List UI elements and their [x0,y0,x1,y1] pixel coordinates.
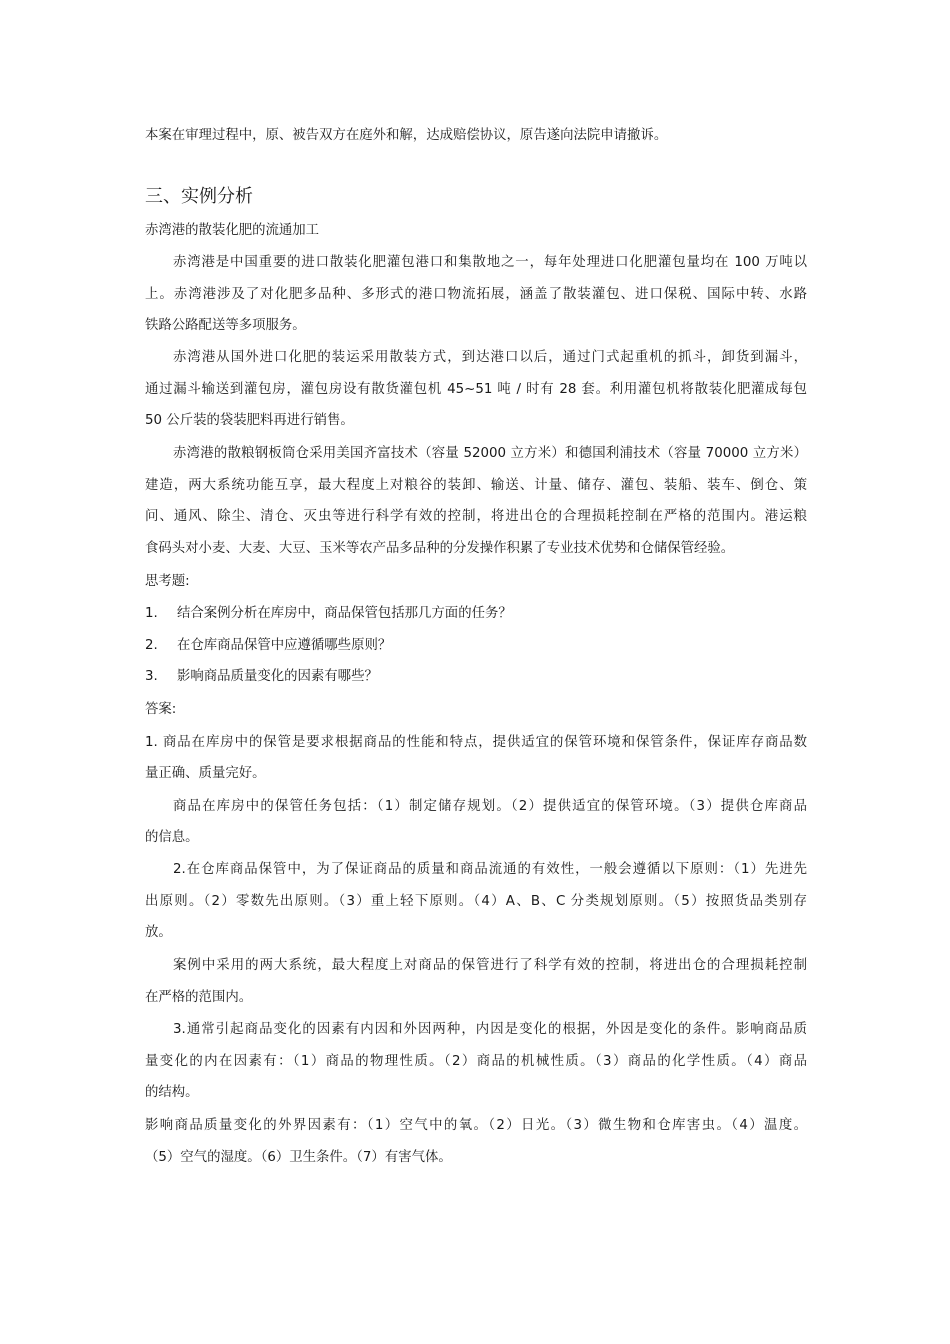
question-text: 在仓库商品保管中应遵循哪些原则？ [177,638,392,653]
questions-label: 思考题: [145,574,190,589]
answer-2b-line-2: 在严格的范围内。 [145,990,253,1005]
question-number: 1. [145,606,158,621]
section-heading: 三、实例分析 [145,186,253,207]
answer-3-line-3: 的结构。 [145,1085,199,1100]
paragraph-2-line-1: 赤湾港从国外进口化肥的装运采用散装方式，到达港口以后，通过门式起重机的抓斗，卸货到漏斗， [173,350,807,365]
question-text: 影响商品质量变化的因素有哪些？ [177,669,378,684]
answers-label: 答案: [145,702,177,717]
answer-2-line-2: 出原则。（2）零数先出原则。（3）重上轻下原则。（4）A、B、C 分类规划原则。（5）按照货品类别存 [145,894,807,909]
question-1 [145,604,512,624]
intro-paragraph: 本案在审理过程中，原、被告双方在庭外和解，达成赔偿协议，原告遂向法院申请撤诉。 [145,128,668,143]
answer-3b-line-2: （5）空气的湿度。（6）卫生条件。（7）有害气体。 [145,1150,452,1165]
paragraph-3-line-3: 问、通风、除尘、清仓、灭虫等进行科学有效的控制，将进出仓的合理损耗控制在严格的范围内。港运粮 [145,509,807,524]
answer-3b-line-1: 影响商品质量变化的外界因素有：（1）空气中的氧。（2）日光。（3）微生物和仓库害虫。（4）温度。 [145,1118,807,1133]
answer-2-line-3: 放。 [145,925,172,940]
paragraph-2-line-2: 通过漏斗输送到灌包房，灌包房设有散货灌包机 45~51 吨 / 时有 28 套。利用灌包机将散装化肥灌成每包 [145,382,807,397]
answer-1-line-2: 量正确、质量完好。 [145,766,266,781]
paragraph-1-line-3: 铁路公路配送等多项服务。 [145,318,306,333]
answer-3-line-2: 量变化的内在因素有：（1）商品的物理性质。（2）商品的机械性质。（3）商品的化学性质。（4）商品 [145,1054,807,1069]
question-3 [145,667,378,687]
case-title: 赤湾港的散装化肥的流通加工 [145,223,320,238]
answer-1b-line-1: 商品在库房中的保管任务包括：（1）制定储存规划。（2）提供适宜的保管环境。（3）提供仓库商品 [173,799,807,814]
question-number: 3. [145,669,158,684]
paragraph-2-line-3: 50 公斤装的袋装肥料再进行销售。 [145,413,354,428]
answer-1b-line-2: 的信息。 [145,830,199,845]
paragraph-1-line-1: 赤湾港是中国重要的进口散装化肥灌包港口和集散地之一，每年处理进口化肥灌包量均在 100 万吨以 [173,255,807,270]
paragraph-3-line-1: 赤湾港的散粮钢板筒仓采用美国齐富技术（容量 52000 立方米）和德国利浦技术（容量 70000 立方米） [173,446,807,461]
question-text: 结合案例分析在库房中，商品保管包括那几方面的任务？ [177,606,512,621]
paragraph-3-line-2: 建造，两大系统功能互享，最大程度上对粮谷的装卸、输送、计量、储存、灌包、装船、装车、倒仓、策 [145,478,807,493]
answer-2b-line-1: 案例中采用的两大系统，最大程度上对商品的保管进行了科学有效的控制，将进出仓的合理损耗控制 [173,958,807,973]
question-2 [145,636,391,656]
question-number: 2. [145,638,158,653]
answer-3-line-1: 3.通常引起商品变化的因素有内因和外因两种，内因是变化的根据，外因是变化的条件。影响商品质 [173,1022,807,1037]
paragraph-1-line-2: 上。赤湾港涉及了对化肥多品种、多形式的港口物流拓展，涵盖了散装灌包、进口保税、国际中转、水路 [145,287,807,302]
answer-2-line-1: 2.在仓库商品保管中，为了保证商品的质量和商品流通的有效性，一般会遵循以下原则：（1）先进先 [173,862,807,877]
answer-1-line-1: 1. 商品在库房中的保管是要求根据商品的性能和特点，提供适宜的保管环境和保管条件，保证库存商品数 [145,735,807,750]
paragraph-3-line-4: 食码头对小麦、大麦、大豆、玉米等农产品多品种的分发操作积累了专业技术优势和仓储保管经验。 [145,541,735,556]
